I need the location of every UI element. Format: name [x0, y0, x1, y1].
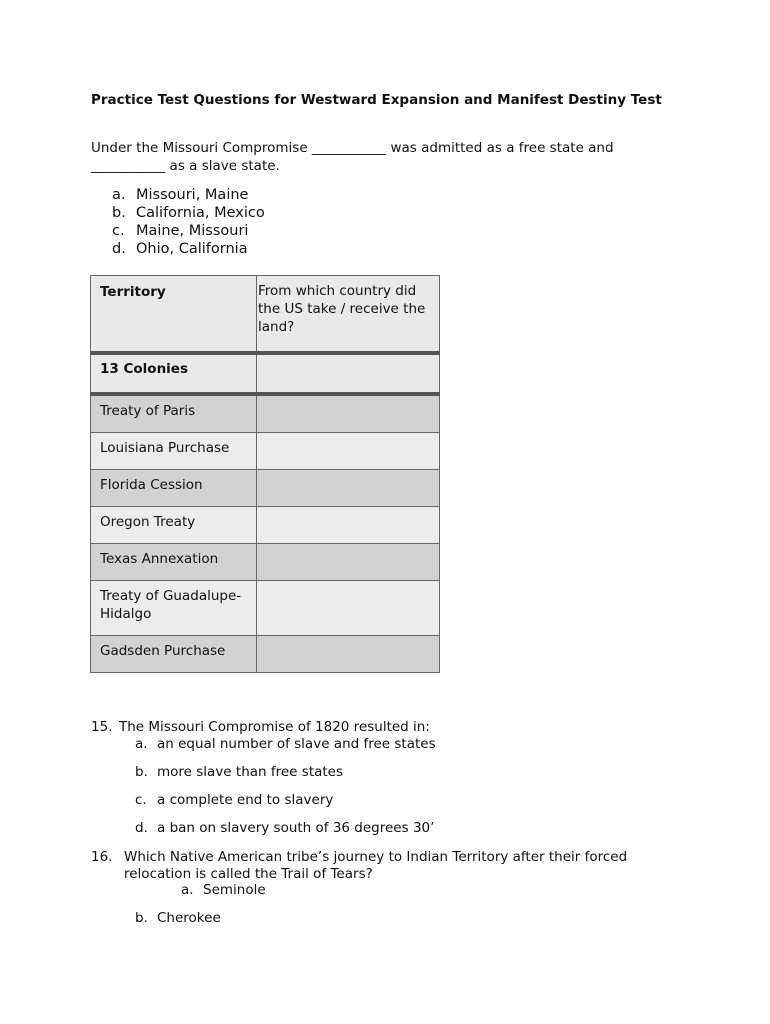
table-row [91, 394, 440, 433]
choice-text: Maine, Missouri [136, 223, 249, 239]
answer-cell[interactable] [257, 433, 440, 470]
table-row [91, 507, 440, 544]
option-letter: b. [135, 910, 148, 926]
question-text-line1: Which Native American tribe’s journey to Indian Territory after their forced [124, 849, 628, 865]
option-letter: c. [135, 792, 147, 808]
q16-option-b [135, 910, 221, 927]
territory-cell: Gadsden Purchase [91, 636, 257, 673]
q15-option-a [135, 736, 436, 753]
q15-option-d [135, 820, 434, 837]
table-row [91, 433, 440, 470]
option-letter: d. [135, 820, 148, 836]
table-header-row [91, 276, 440, 354]
answer-cell[interactable] [257, 353, 440, 394]
answer-cell[interactable] [257, 507, 440, 544]
answer-cell[interactable] [257, 394, 440, 433]
option-text: a ban on slavery south of 36 degrees 30’ [157, 820, 435, 836]
choice-letter: c. [112, 223, 125, 239]
territory-cell: Louisiana Purchase [91, 433, 257, 470]
option-text: Seminole [203, 882, 266, 898]
choice-list [112, 186, 265, 258]
territory-cell: Oregon Treaty [91, 507, 257, 544]
option-letter: a. [135, 736, 148, 752]
answer-cell[interactable] [257, 470, 440, 507]
q15-option-c [135, 792, 333, 809]
option-text: Cherokee [157, 910, 221, 926]
table-row [91, 581, 440, 636]
choice-text: Missouri, Maine [136, 187, 249, 203]
choice-item [112, 222, 265, 240]
choice-letter: b. [112, 205, 126, 221]
question-16-line2: relocation is called the Trail of Tears? [124, 866, 373, 882]
table-row [91, 544, 440, 581]
territory-cell: Texas Annexation [91, 544, 257, 581]
option-letter: a. [181, 882, 194, 898]
table-row [91, 636, 440, 673]
question-number: 15. [91, 719, 113, 735]
table-row [91, 470, 440, 507]
q16-option-a [181, 882, 266, 899]
option-text: a complete end to slavery [157, 792, 334, 808]
territory-cell: Treaty of Guadalupe-Hidalgo [91, 581, 257, 636]
answer-cell[interactable] [257, 636, 440, 673]
territory-cell: Treaty of Paris [91, 394, 257, 433]
answer-cell[interactable] [257, 581, 440, 636]
option-letter: b. [135, 764, 148, 780]
question-text: The Missouri Compromise of 1820 resulted in: [119, 719, 430, 735]
page-title: Practice Test Questions for Westward Expansion and Manifest Destiny Test [91, 92, 662, 108]
question-intro: Under the Missouri Compromise ___________ was admitted as a free state and ___________ as a slave state. [91, 140, 614, 174]
choice-text: Ohio, California [136, 241, 248, 257]
choice-text: California, Mexico [136, 205, 265, 221]
header-country: From which country did the US take / receive the land? [257, 276, 440, 354]
option-text: more slave than free states [157, 764, 344, 780]
choice-item [112, 240, 265, 258]
question-number: 16. [91, 849, 113, 865]
answer-cell[interactable] [257, 544, 440, 581]
table-row [91, 353, 440, 394]
territory-table [90, 275, 440, 673]
choice-item [112, 186, 265, 204]
option-text: an equal number of slave and free states [157, 736, 436, 752]
choice-letter: a. [112, 187, 126, 203]
territory-cell: 13 Colonies [91, 353, 257, 394]
question-15 [91, 719, 430, 736]
question-16 [91, 849, 627, 866]
territory-cell: Florida Cession [91, 470, 257, 507]
header-territory: Territory [91, 276, 257, 354]
choice-letter: d. [112, 241, 126, 257]
q15-option-b [135, 764, 343, 781]
choice-item [112, 204, 265, 222]
